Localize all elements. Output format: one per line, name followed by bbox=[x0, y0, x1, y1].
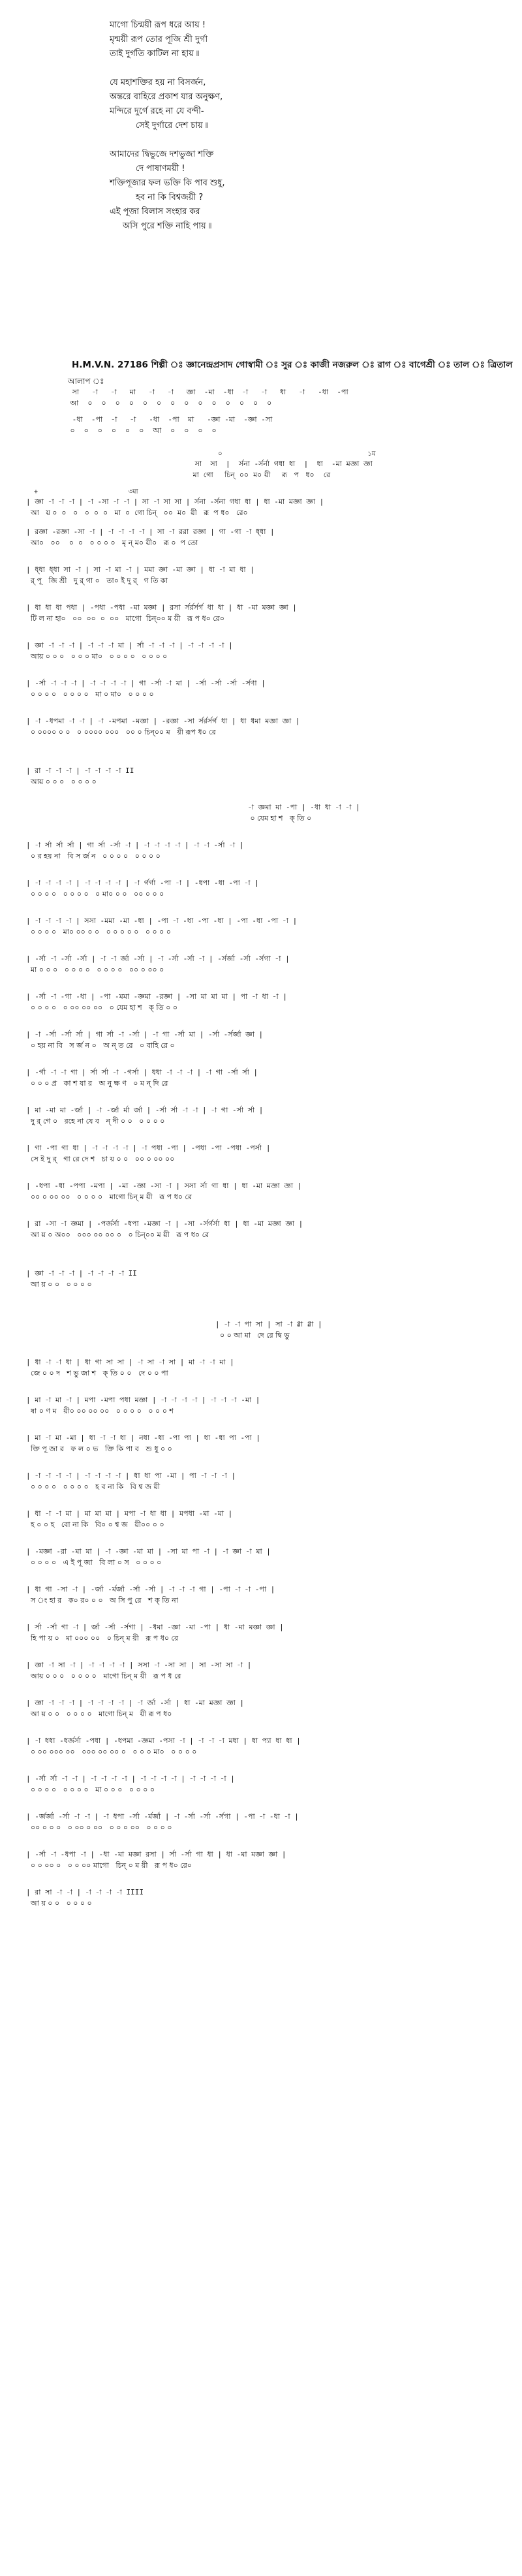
lyric-syllables-line: আ য় ০ ০ ০ ০ ০ ০ bbox=[26, 1280, 92, 1289]
notation-staff bbox=[0, 450, 522, 480]
notation-staff bbox=[0, 602, 522, 624]
lyrics-line: আমাদের দ্বিভুজে দশভুজা শক্তি bbox=[110, 149, 214, 159]
notation-staff bbox=[0, 678, 522, 700]
lyric-syllables-line: আয় ০ ০ ০ ০ ০ ০ মা০ ০ ০ ০ ০ ০ ০ ০ ০ bbox=[26, 652, 168, 661]
lyric-syllables-line: ০ ০ আ মা দে রে দ্বি ভু bbox=[215, 1331, 290, 1340]
notation-staff bbox=[0, 1142, 522, 1165]
swara-line: | ধা গা -সা -া | -র্জা -র্মর্জা -র্সা -র্সা | -া -া -া গা | -পা -া -া -পা | bbox=[26, 1585, 275, 1594]
notation-staff bbox=[0, 915, 522, 937]
notation-staff bbox=[0, 765, 522, 787]
tala-marks: ০ ১ম bbox=[191, 450, 376, 458]
notation-staff bbox=[0, 1508, 522, 1530]
swara-line: | রা -া -া -া | -া -া -া -া II bbox=[26, 766, 134, 775]
notation-staff bbox=[0, 1811, 522, 1833]
notation-staff bbox=[0, 564, 522, 586]
record-info-line: H.M.V.N. 27186 শিল্পী ঃ জ্ঞানেন্দ্রপ্রসাদ গোস্বামী ঃ সুর ঃ কাজী নজরুল ঃ রাগ ঃ বাগেশ্রী ঃ তাল ঃ ত্রিতাল bbox=[72, 360, 513, 370]
lyrics-line: মৃন্ময়ী রূপ তোর পূজি শ্রী দুর্গা bbox=[110, 35, 208, 44]
lyric-syllables-line: ০ ০ ০ ০ মা০ ০০ ০ ০ ০ ০ ০ ০ ০ ০ ০ ০ ০ bbox=[26, 928, 171, 936]
swara-line: | মা -া মা -মা | ধা -া -া ধা | নধা -ধা -পা পা | ধা -ধা পা -পা | bbox=[26, 1434, 261, 1442]
notation-staff bbox=[0, 1432, 522, 1454]
lyric-syllables-line: সে ই দু র্ গা রে দে শ চা য় ০ ০ ০০ ০ ০০ ০০ bbox=[26, 1155, 175, 1163]
notation-staff bbox=[0, 1773, 522, 1795]
swara-line: | -া র্সা র্সা র্সা | গা র্সা -র্সা -া | -া -া -া -া | -া -া -র্সা -া | bbox=[26, 841, 244, 849]
notation-staff bbox=[0, 1849, 522, 1871]
swara-line: | -া -া -া -া | -া -া -া -া | ধা ধা পা -মা | পা -া -া -া | bbox=[26, 1471, 236, 1480]
lyrics-line: মন্দিরে দুর্গে রহে না যে বন্দী- bbox=[110, 106, 204, 116]
lyric-syllables-line: ০০ ০ ০ ০ ০ ০০ ০ ০০ ০ ০ ০ ০০ ০ ০ ০ ০ bbox=[26, 1823, 172, 1832]
swara-line: | -া -র্সা -র্সা র্সা | গা র্সা -া -র্সা | -া গা -র্সা মা | -র্সা -র্সর্জা জ্ঞা | bbox=[26, 1030, 264, 1039]
lyric-syllables-line: ০০ ০ ০০ ০০ ০ ০ ০ ০ মাগো চিন্ ম য়ী রূ প ধ০ রে bbox=[26, 1193, 192, 1201]
lyric-syllables-line: দু র্ গে ০ রহে না যে ব ন্ দী ০ ০ ০ ০ ০ ০ bbox=[26, 1117, 165, 1125]
notation-staff bbox=[0, 1546, 522, 1568]
lyric-syllables-line: আয় ০ ০ ০ ০ ০ ০ ০ মাগো চিন্ ম য়ী রূ প ধ রে bbox=[26, 1672, 181, 1680]
swara-line: | -র্জর্জা -র্সা -া -া | -া ধপা -র্সা -র্মর্জা | -া -র্সা -র্সা -র্সগা | -পা -া -ধা -া | bbox=[26, 1812, 299, 1821]
lyric-syllables-line: জে ০ ০ দ শ ভু জা শ ক্ তি ০ ০ দে ০ ০ পা bbox=[26, 1369, 168, 1377]
notation-staff bbox=[0, 1697, 522, 1720]
notation-staff bbox=[0, 1659, 522, 1682]
lyrics-stanza bbox=[110, 148, 225, 234]
lyric-syllables-line: হ ০ ০ হ বো না কি বি০ ০ শ্ব জ য়ী০০ ০ ০ bbox=[26, 1520, 164, 1529]
swara-line: সা সা | র্সনা -র্সর্না গধা ধা | ধা -মা মজ্ঞা জ্ঞা bbox=[191, 460, 373, 468]
swara-line: | -া -া -া -া | -া -া -া -া | -া র্গর্গা -পা -া | -ধপা -ধা -পা -া | bbox=[26, 879, 259, 887]
lyric-syllables-line: ০ যেম হা শ ক্ তি ০ bbox=[248, 814, 312, 823]
swara-line: | ধা ধা ধা পধা | -পধা -পধা -মা মজ্ঞা | রসা র্সর্রর্সর্গ ধা ধা | ধা -মা মজ্ঞা জ্ঞা | bbox=[26, 603, 297, 612]
notation-staff bbox=[0, 840, 522, 862]
lyric-syllables-line: আ য় ০ অ০০ ০০০ ০০ ০০ ০ ০ চিন্০০ ম য়ী রূ প ধ০ রে bbox=[26, 1231, 209, 1239]
lyrics-stanza bbox=[110, 76, 225, 133]
lyric-syllables-line: ০ ০ ০ ০ এ ই পূ জা বি লা ০ স ০ ০ ০ ০ bbox=[26, 1558, 162, 1567]
lyrics-line: হব না কি বিশ্বজয়ী ? bbox=[136, 193, 204, 202]
lyric-syllables-line: ০ ০ ০ প্র কা শ যা র অ নু ক্ষ ণ ০ ম ন্ দি রে bbox=[26, 1079, 168, 1088]
lyrics-line: অন্তরে বাহিরে প্রকাশ যার অনুক্ষণ, bbox=[110, 92, 223, 102]
notation-staff bbox=[0, 1218, 522, 1240]
lyrics-line: সেই দুর্গারে দেশ চায় ৷৷ bbox=[136, 121, 209, 131]
notation-staff bbox=[0, 802, 522, 824]
notation-staff bbox=[0, 953, 522, 975]
lyric-syllables-line: ০ ০ ০০ ০ ০ ০ ০০ মাগো চিন্ ০ ম য়ী রূ প ধ০ রে০ bbox=[26, 1861, 192, 1870]
lyric-syllables-line: ০ ০০ ০০০ ০০ ০০০ ০০ ০০ ০ ০ ০ ০ মা০ ০ ০ ০ ০ bbox=[26, 1748, 197, 1756]
swara-line: | -র্সা -া -ধপা -া | -ধা -মা মজ্ঞা রসা | র্সা -র্সা গা ধা | ধা -মা মজ্ঞা জ্ঞা | bbox=[26, 1850, 286, 1859]
lyric-syllables-line: ০ ০ ০ ০ ০ ০ ০ ০ মা ০ ০ ০ ০ ০ ০ ০ bbox=[26, 1785, 155, 1794]
lyrics-stanza bbox=[110, 18, 225, 61]
notation-staff bbox=[0, 1622, 522, 1644]
notation-staff bbox=[0, 1319, 522, 1341]
notation-staff bbox=[0, 715, 522, 738]
notation-staff bbox=[0, 1105, 522, 1127]
notation-staff bbox=[0, 1180, 522, 1202]
lyrics-line: যে মহাশক্তির হয় না বিসর্জন, bbox=[110, 78, 206, 87]
swara-line: | রা সা -া -া | -া -া -া -া IIII bbox=[26, 1888, 144, 1896]
swara-line: | ধ্ধা ধ্ধা সা -া | সা -া মা -া | মমা জ্ঞা -মা জ্ঞা | ধা -া মা ধা | bbox=[26, 565, 254, 574]
swara-line: | র্সা -র্সা গা -া | র্জা -র্সা -র্সগা | -ধমা -জ্ঞা -মা -পা | ধা -মা মজ্ঞা জ্ঞা | bbox=[26, 1623, 284, 1631]
swara-line: | -র্সা -া -র্সা -র্সা | -া -া র্জা -র্সা | -া -র্সা -র্সা -া | -র্সর্জা -র্সা -র্সগা -া | bbox=[26, 954, 290, 963]
swara-line: | -র্সা -া -া -া | -া -া -া -া | গা -র্সা -া মা | -র্সা -র্সা -র্সা -র্সণা | bbox=[26, 679, 266, 687]
swara-line: | -া -া -া -া | সসা -মমা -মা -ধা | -পা -া -ধা -পা -ধা | -পা -ধা -পা -া | bbox=[26, 917, 298, 925]
lyric-syllables-line: হি পা য় ০ মা ০০০ ০০ ০ চিন্ ম য়ী রূ প ধ০ রে bbox=[26, 1634, 179, 1642]
swara-line: | ধা -া -া ধা | ধা গা সা সা | -া সা -া সা | মা -া -া মা | bbox=[26, 1358, 234, 1366]
notation-staff bbox=[0, 386, 522, 409]
lyric-syllables-line: ০ ০ ০ ০ ০ ০ আ ০ ০ ০ ০ bbox=[68, 426, 217, 435]
swara-line: | মা -মা মা -র্জা | -া -র্জা র্মা র্জা | -র্সা র্সা -া -া | -া গা -র্সা র্সা | bbox=[26, 1106, 264, 1114]
tala-marks: + ৩মা bbox=[26, 488, 138, 495]
lyric-syllables-line: মা ০ ০ ০ ০ ০ ০ ০ ০ ০ ০ ০ ০০ ০ ০০ ০ bbox=[26, 966, 164, 974]
swara-line: সা -া -া মা -া -া জ্ঞা -মা -ধা -া -া ধা -া -ধা -পা bbox=[68, 388, 348, 396]
lyric-syllables-line: ০ ০ ০ ০ ০ ০ ০ ০ ০ মা০ ০ ০ ০০ ০ ০ ০ bbox=[26, 890, 164, 898]
lyric-syllables-line: ০ ০ ০ ০ ০ ০ ০ ০ মা ০ মা০ ০ ০ ০ ০ bbox=[26, 690, 154, 699]
lyric-syllables-line: মা গো চিন্ ০০ ম০ য়ী রূ প ধ০ রে bbox=[191, 471, 331, 479]
swara-line: | -ধপা -ধা -পপা -মপা | -মা -জ্ঞা -সা -া | সসা র্সা গা ধা | ধা -মা মজ্ঞা জ্ঞা | bbox=[26, 1182, 302, 1190]
swara-line: | -র্সা -া -গা -ধা | -পা -মমা -জ্ঞমা -রজ্ঞা | -সা মা মা মা | পা -া ধা -া | bbox=[26, 992, 287, 1001]
notation-staff bbox=[0, 526, 522, 548]
notation-staff bbox=[0, 1067, 522, 1089]
lyrics-line: এই পূজা বিলাস সংহার কর bbox=[110, 207, 200, 217]
notation-staff bbox=[0, 1029, 522, 1051]
lyric-syllables-line: ০ ০ ০ ০ ০ ০ ০ ০ হ ব না কি বি শ্ব জ য়ী bbox=[26, 1483, 161, 1491]
lyrics-line: দে পাষাণময়ী ! bbox=[136, 164, 185, 174]
swara-line: | জ্ঞা -া -া -া | -া -সা -া -া | সা -া সা সা | র্সনা -র্সনা গধা ধা | ধা -মা মজ্ঞা জ্ঞা | bbox=[26, 497, 324, 506]
swara-line: | -মজ্ঞা -রা -মা মা | -া -জ্ঞা -মা মা | -সা মা পা -া | -া জ্ঞা -া মা | bbox=[26, 1547, 271, 1556]
swara-line: | -া -ধপমা -া -া | -া -মপমা -মজ্ঞা | -রজ্ঞা -সা র্সর্রর্সর্গ ধা | ধা ধমা মজ্ঞা জ্ঞা | bbox=[26, 717, 300, 725]
lyric-syllables-line: আ য় ০ ০ ০ ০ ০ ০ bbox=[26, 1899, 92, 1908]
notation-staff bbox=[0, 1584, 522, 1606]
notation-staff bbox=[0, 1470, 522, 1492]
lyrics-line: অসি পুরে শক্তি নাহি পায় ৷৷ bbox=[123, 221, 212, 231]
lyric-syllables-line: ০ ০০০০ ০ ০ ০ ০০০০ ০০০ ০০ ০ চিন্০০ ম য়ী রূপ ধ০ রে bbox=[26, 728, 216, 736]
notation-staff bbox=[0, 991, 522, 1013]
notation-staff bbox=[0, 1735, 522, 1757]
lyric-syllables-line: আয় ০ ০ ০ ০ ০ ০ ০ bbox=[26, 778, 97, 786]
swara-line: | গা -পা গা ধা | -া -া -া -া | -া পধা -পা | -পধা -পা -পধা -পর্সা | bbox=[26, 1144, 271, 1152]
lyric-syllables-line: আ য় ০ ০ ০ ০ ০ ০ মাগো চিন্ ম য়ী রূ প ধ০ bbox=[26, 1710, 172, 1718]
lyrics-line: মাগো চিন্ময়ী রূপ ধরে আয় ! bbox=[110, 20, 206, 30]
lyric-syllables-line: র্ পূ জি শ্রী দু র্ গা ০ তা০ ই দু র্ গ তি কা bbox=[26, 576, 168, 585]
notation-staff bbox=[0, 488, 522, 518]
swara-line: | জ্ঞা -া -া -া | -া -া -া মা | র্সা -া -া -া | -া -া -া -া | bbox=[26, 641, 233, 650]
swara-line: | জ্ঞা -া সা -া | -া -া -া -া | সসা -া -সা সা | সা -সা সা -া | bbox=[26, 1661, 252, 1669]
lyric-syllables-line: ০ হয় না বি স র্জ ন ০ অ ন্ ত রে ০ বাহি রে ০ bbox=[26, 1041, 175, 1050]
lyrics-line: তাই দুর্গতি কাটিল না হায় ৷৷ bbox=[110, 49, 200, 59]
swara-line: -া জ্ঞমা মা -পা | -ধা ধা -া -া | bbox=[248, 803, 360, 811]
lyric-syllables-line: টি ল না হা০ ০০ ০০ ০ ০০ মাগো চিন্০০ ম য়ী রূ প ধ০ রে০ bbox=[26, 614, 224, 623]
swara-line: | মা -া মা -া | মপা -মপা পধা মজ্ঞা | -া -া -া -া | -া -া -া -মা | bbox=[26, 1396, 260, 1404]
swara-line: | জ্ঞা -া -া -া | -া -া -া -া II bbox=[26, 1269, 137, 1278]
swara-line: | -র্গা -া -া গা | র্সা র্সা -া -গর্সা | ধধা -া -া -া | -া গা -র্সা র্সা | bbox=[26, 1068, 258, 1076]
swara-line: -ধা -পা -া -া -ধা -পা মা -জ্ঞা -মা -জ্ঞা -সা bbox=[68, 415, 273, 424]
lyric-syllables-line: আ০ ০০ ০ ০ ০ ০ ০ ০ মৃ ন্ ম০ য়ী০ রূ ০ প তো bbox=[26, 539, 198, 547]
notation-staff bbox=[0, 1268, 522, 1290]
alap-label: আলাপ ঃ bbox=[68, 377, 104, 386]
lyrics-block bbox=[110, 18, 225, 248]
swara-line: | রজ্ঞা -রজ্ঞা -সা -া | -া -া -া -া | সা -া ররা রজ্ঞা | গা -গা -া ধ্ধা | bbox=[26, 527, 275, 536]
notation-staff bbox=[0, 640, 522, 662]
swara-line: | -া ধধা -ধর্জর্সা -পধা | -ধপমা -জ্ঞমা -পসা -া | -া -া -া মধা | ধা প্যা ধা ধা | bbox=[26, 1736, 301, 1745]
lyric-syllables-line: ০ ০ ০ ০ ০ ০০ ০০ ০০ ০ যেম হা শ ক্ তি ০ ০ bbox=[26, 1003, 178, 1012]
notation-staff bbox=[0, 1357, 522, 1379]
swara-line: | রা -সা -া জ্ঞমা | -পর্জর্সা -ধপা -মজ্ঞা -া | -সা -র্সর্গর্সা ধা | ধা -মা মজ্ঞা জ্ঞা | bbox=[26, 1219, 303, 1228]
lyrics-line: শক্তিপূজার ফল ভক্তি কি পাব শুধু, bbox=[110, 178, 225, 188]
notation-staff bbox=[0, 877, 522, 900]
swara-line: | -া -া পা সা | সা -া গ্গা গ্গা | bbox=[215, 1320, 322, 1328]
swara-line: | ধা -া -া মা | মা মা মা | মপা -া ধা ধা | মপধা -মা -মা | bbox=[26, 1509, 233, 1518]
lyric-syllables-line: আ ০ ০ ০ ০ ০ ০ ০ ০ ০ ০ ০ ০ ০ ০ bbox=[68, 399, 272, 407]
lyric-syllables-line: স ং হা র ক০ র০ ০ ০ অ সি পু রে শ ক্ তি না bbox=[26, 1596, 178, 1605]
swara-line: | জ্ঞা -া -া -া | -া -া -া -া | -া র্জা -র্সা | ধা -মা মজ্ঞা জ্ঞা | bbox=[26, 1699, 245, 1707]
swara-line: | -র্সা র্সা -া -া | -া -া -া -া | -া -া -া -া | -া -া -া -া | bbox=[26, 1774, 235, 1783]
notation-staff bbox=[0, 1887, 522, 1909]
lyric-syllables-line: ক্তি পূ জা র ফ ল ০ ভ ক্তি কি পা ব শু ধু ০ ০ bbox=[26, 1445, 172, 1453]
notation-staff bbox=[0, 414, 522, 436]
lyric-syllables-line: ষা ০ ণ ম য়ী০ ০০ ০০ ০০ ০ ০ ০ ০ ০ ০ ০ শ bbox=[26, 1407, 174, 1415]
lyric-syllables-line: ০ র হয় না বি স র্জ ন ০ ০ ০ ০ ০ ০ ০ ০ bbox=[26, 852, 161, 860]
lyric-syllables-line: আ য় ০ ০ ০ ০ ০ ০ মা ০ গো চিন্ ০০ ম০ য়ী রূ প ধ০ রে০ bbox=[26, 509, 248, 517]
notation-staff bbox=[0, 1394, 522, 1417]
